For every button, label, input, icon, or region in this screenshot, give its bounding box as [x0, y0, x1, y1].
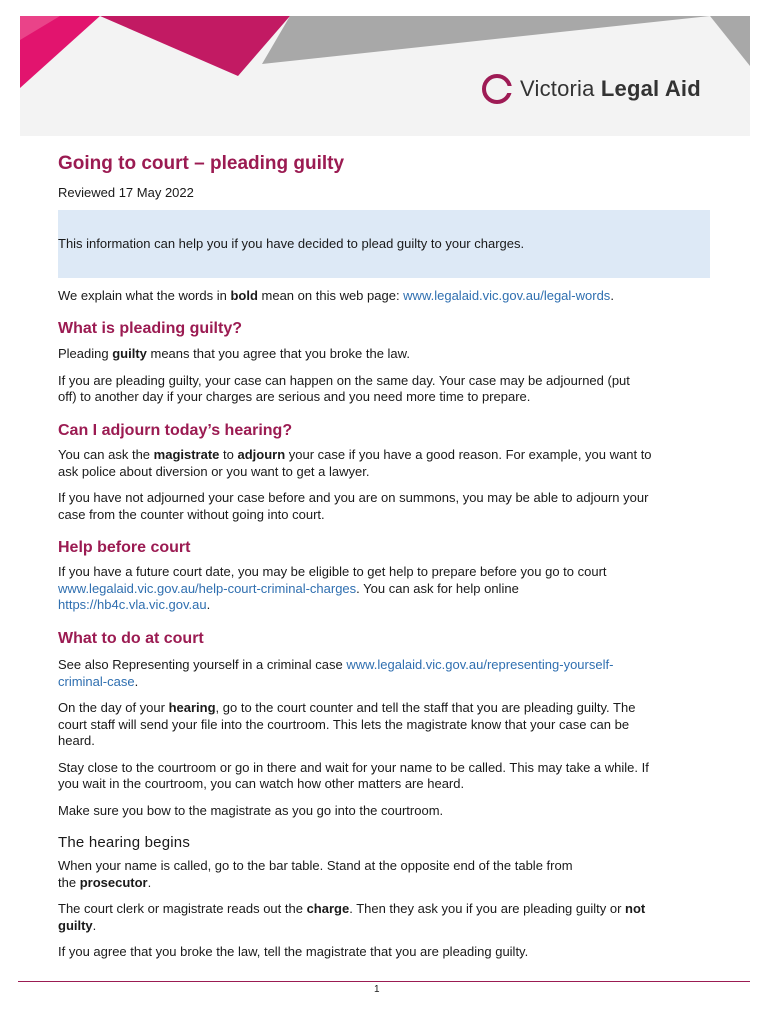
title-block [58, 150, 710, 202]
legal-words-link[interactable]: www.legalaid.vic.gov.au/legal-words [403, 288, 611, 303]
logo-text-bold: Legal Aid [600, 76, 701, 101]
logo-ring-icon [482, 74, 512, 104]
hb4c-link[interactable]: https://hb4c.vla.vic.gov.au [58, 597, 207, 612]
section-heading: What to do at court [58, 630, 204, 647]
victoria-legal-aid-logo [482, 70, 701, 108]
paragraph: If you are pleading guilty, your case can happen on the same day. Your case may be adjourned (put off) to another day if your charges are serious and you need more time to prepare. [58, 372, 630, 404]
bow-paragraph: Make sure you bow to the magistrate as you go into the courtroom. [58, 802, 444, 818]
header-decoration [0, 0, 768, 136]
section-what-is-pleading-guilty: What is pleading guilty? Pleading guilty means that you agree that you broke the law. If you are pleading guilty, your case can happen on the same day. Your case may be adjourned (put off) to another day if your charges are serious and you need more time to prepare. [58, 318, 718, 406]
callout-text: This information can help you if you have decided to plead guilty to your charges. [58, 236, 525, 251]
help-court-link[interactable]: www.legalaid.vic.gov.au/help-court-criminal-charges [58, 580, 357, 596]
section-hearing-begins: The hearing begins When your name is called, go to the bar table. Stand at the opposite end of the table from the prosecutor. The court clerk or magistrate reads out the charge. Then they ask you if you are pleading guilty or not guilty. If you agree that you broke the law, tell the magistrate that you are pleading guilty. [58, 833, 718, 961]
section-heading: Help before court [58, 539, 191, 556]
intro-callout [58, 210, 710, 278]
section-heading: What is pleading guilty? [58, 320, 242, 337]
section-what-to-do-at-court: What to do at court See also Representing yourself in a criminal case www.legalaid.vic.gov.au/representing-yourself- criminal-case. On the day of your hearing, go to the court counter and tell the staff that you are pleading guilty. The court staff will send your file into the courtroom. This lets the magistrate know that your case can be heard. Stay close to the courtroom or go in there and wait for your name to be called. This may take a while. If you wait in the courtroom, you can watch how other matters are heard. Make sure you bow to the magistrate as you go into the courtroom. [58, 628, 718, 819]
page-number: 1 [374, 984, 380, 995]
section-heading: Can I adjourn today’s hearing? [58, 422, 293, 439]
section-help-before-court: Help before court If you have a future court date, you may be eligible to get help to prepare before you go to court www.legalaid.vic.gov.au/help-court-criminal-charges. You can ask for help online https://hb4c.vla.vic.gov.au. [58, 537, 718, 614]
logo-text-regular: Victoria [520, 76, 601, 101]
section-adjourn-hearing: Can I adjourn today’s hearing? You can ask the magistrate to adjourn your case if you have a good reason. For example, you want to ask police about diversion or you want to get a lawyer. If you have not adjourned your case before and you are on summons, you may be able to adjourn your case from the counter without going into court. [58, 420, 718, 523]
footer-divider [18, 981, 750, 982]
subsection-heading: The hearing begins [58, 834, 191, 851]
reviewed-date: Reviewed 17 May 2022 [58, 185, 194, 200]
page-header [0, 0, 768, 136]
representing-yourself-link-cont[interactable]: criminal-case [58, 673, 135, 689]
page-title: Going to court – pleading guilty [58, 153, 345, 174]
representing-yourself-link[interactable]: www.legalaid.vic.gov.au/representing-yourself- [346, 657, 614, 672]
plead-guilty-paragraph: If you agree that you broke the law, tell the magistrate that you are pleading guilty. [58, 944, 529, 959]
intro-paragraph: We explain what the words in bold mean on this web page: www.legalaid.vic.gov.au/legal-words. [58, 288, 614, 303]
